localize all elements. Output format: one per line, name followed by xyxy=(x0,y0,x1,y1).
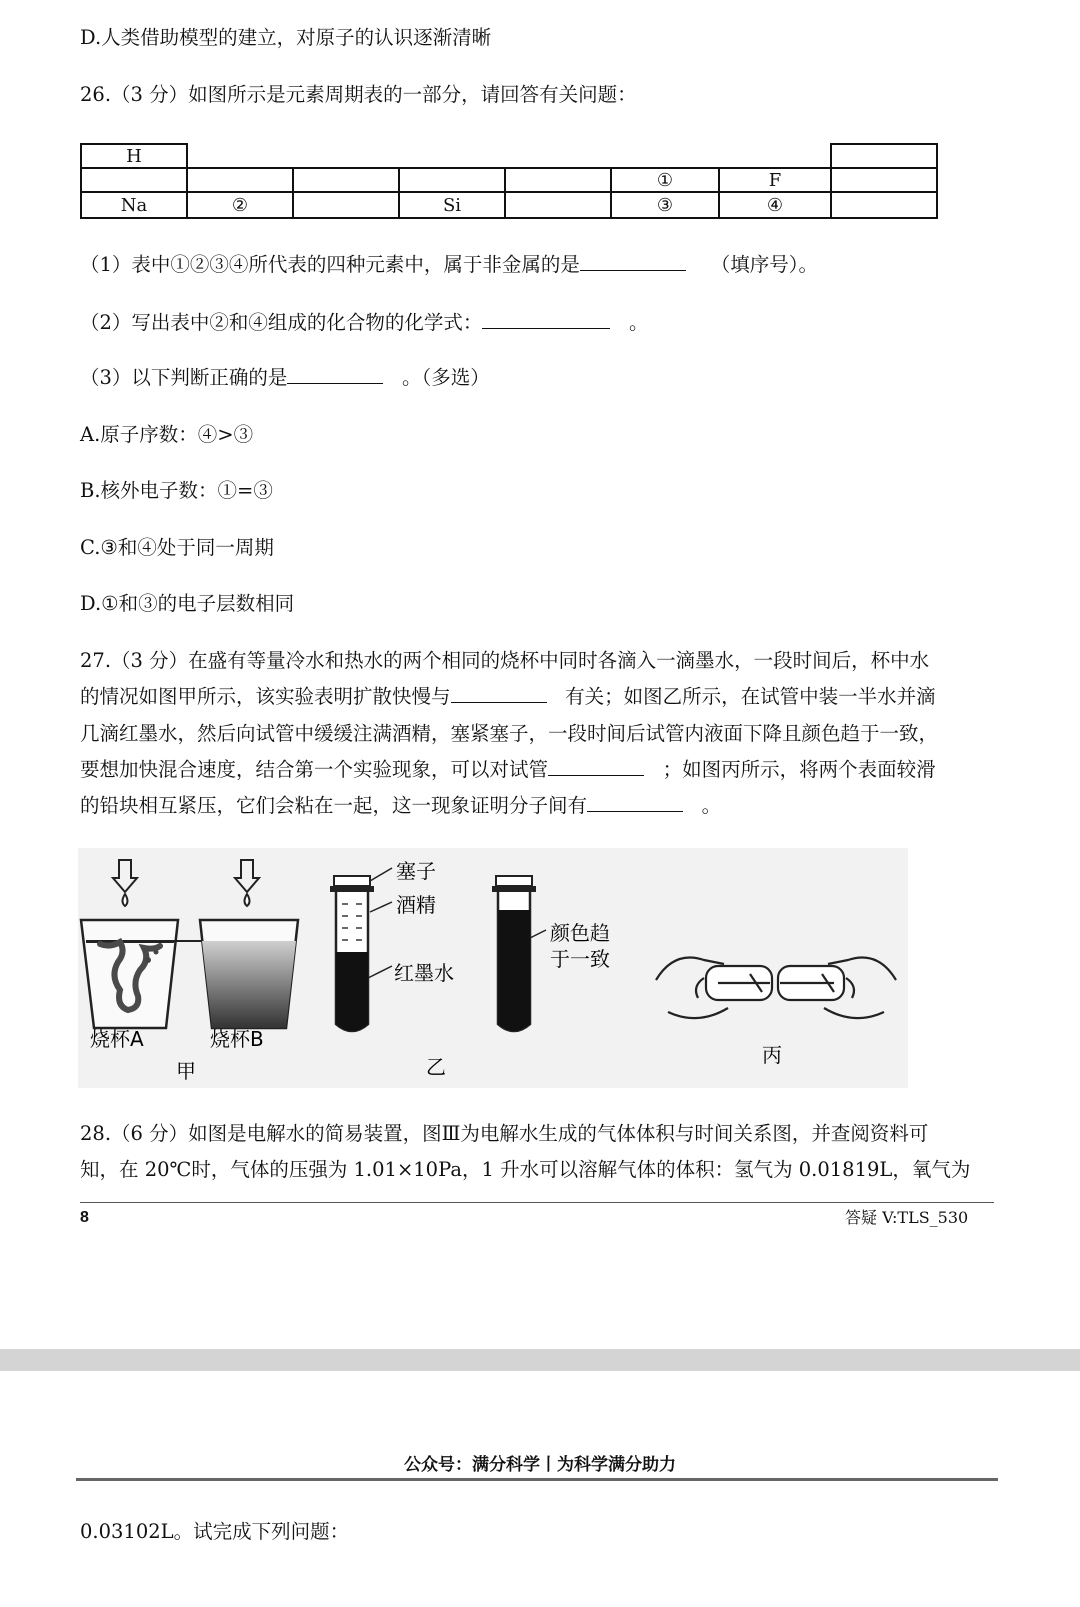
q27-line5 xyxy=(80,796,721,816)
answer-blank[interactable] xyxy=(451,701,547,703)
header-divider xyxy=(76,1478,998,1481)
table-cell xyxy=(830,143,938,169)
q26-stem: 26.（3 分）如图所示是元素周期表的一部分，请回答有关问题： xyxy=(80,83,637,106)
experiment-illustration xyxy=(78,848,908,1088)
alcohol-label: 酒精 xyxy=(396,893,436,917)
test-tube-mixing-icon xyxy=(330,868,392,1031)
table-cell: H xyxy=(80,143,188,169)
q25-option-d: D.人类借助模型的建立，对原子的认识逐渐清晰 xyxy=(80,26,492,49)
q26-sub1-text: （1）表中①②③④所代表的四种元素中，属于非金属的是 xyxy=(80,253,580,276)
page-break xyxy=(0,1349,1080,1371)
table-cell: F xyxy=(718,167,832,193)
table-cell xyxy=(504,191,612,219)
dropper-icon xyxy=(113,860,259,906)
table-cell xyxy=(504,167,612,193)
answer-blank[interactable] xyxy=(287,382,383,384)
answer-blank[interactable] xyxy=(580,269,686,271)
beaker-a-label: 烧杯A xyxy=(90,1027,144,1051)
table-cell: ① xyxy=(610,167,720,193)
uniform-label-1: 颜色趋 xyxy=(550,921,610,945)
q26-option-b: B.核外电子数：①=③ xyxy=(80,479,273,502)
q26-option-c: C.③和④处于同一周期 xyxy=(80,536,274,559)
beaker-a-icon xyxy=(81,920,178,1028)
q28-line1: 28.（6 分）如图是电解水的简易装置，图Ⅲ为电解水生成的气体体积与时间关系图，并查阅资料可 xyxy=(80,1122,929,1145)
q26-sub2-suffix: 。 xyxy=(629,311,649,334)
footer-contact: 答疑 V:TLS_530 xyxy=(845,1208,969,1227)
q26-sub2 xyxy=(80,313,649,333)
q26-sub2-text: （2）写出表中②和④组成的化合物的化学式： xyxy=(80,311,483,334)
beaker-b-icon xyxy=(200,920,298,1028)
figure-yi-label: 乙 xyxy=(426,1055,446,1079)
page-header: 公众号：满分科学丨为科学满分助力 xyxy=(404,1455,676,1475)
table-cell xyxy=(830,191,938,219)
figure-bing-label: 丙 xyxy=(762,1043,782,1067)
q26-option-a: A.原子序数：④>③ xyxy=(80,423,254,446)
table-cell xyxy=(292,191,400,219)
figure-jia-label: 甲 xyxy=(176,1059,196,1083)
answer-blank[interactable] xyxy=(587,810,683,812)
table-cell: ③ xyxy=(610,191,720,219)
answer-blank[interactable] xyxy=(548,774,644,776)
answer-blank[interactable] xyxy=(482,327,610,329)
red-ink-label: 红墨水 xyxy=(394,961,454,985)
table-cell xyxy=(830,167,938,193)
table-cell xyxy=(398,167,506,193)
q27-line4-text: 要想加快混合速度，结合第一个实验现象，可以对试管 xyxy=(80,758,549,781)
q26-sub3-text: （3）以下判断正确的是 xyxy=(80,366,288,389)
q27-line5-suffix: 。 xyxy=(701,794,722,817)
q27-line2-suffix: 有关；如图乙所示，在试管中装一半水并滴 xyxy=(565,685,936,708)
q28-line2: 知，在 20℃时，气体的压强为 1.01×10Pa，1 升水可以溶解气体的体积：氢气为 0.01819L，氧气为 xyxy=(80,1158,971,1181)
table-cell xyxy=(80,167,188,193)
q27-line2-text: 的情况如图甲所示，该实验表明扩散快慢与 xyxy=(80,685,451,708)
q27-line5-text: 的铅块相互紧压，它们会粘在一起，这一现象证明分子间有 xyxy=(80,794,588,817)
q27-line4-suffix: ；如图丙所示，将两个表面较滑 xyxy=(662,758,936,781)
table-cell: Na xyxy=(80,191,188,219)
q28-line3: 0.03102L。试完成下列问题： xyxy=(80,1520,350,1543)
page-number: 8 xyxy=(80,1209,89,1226)
lead-blocks-icon xyxy=(656,958,896,1019)
q27-line3: 几滴红墨水，然后向试管中缓缓注满酒精，塞紧塞子，一段时间后试管内液面下降且颜色趋于一致， xyxy=(80,722,939,745)
test-tube-uniform-icon xyxy=(492,876,546,1031)
q27-line1: 27.（3 分）在盛有等量冷水和热水的两个相同的烧杯中同时各滴入一滴墨水，一段时间后，杯中水 xyxy=(80,649,930,672)
uniform-label-2: 于一致 xyxy=(550,947,610,971)
table-cell xyxy=(292,167,400,193)
q26-sub1 xyxy=(80,255,818,275)
stopper-label: 塞子 xyxy=(396,859,436,883)
table-cell: ② xyxy=(186,191,294,219)
periodic-table xyxy=(80,143,940,221)
table-cell: ④ xyxy=(718,191,832,219)
q26-sub3-suffix: 。（多选） xyxy=(402,366,490,389)
q26-option-d: D.①和③的电子层数相同 xyxy=(80,592,295,615)
q26-sub3 xyxy=(80,368,490,388)
q27-line4 xyxy=(80,760,936,780)
table-cell xyxy=(186,167,294,193)
q27-figure xyxy=(78,848,908,1088)
beaker-b-label: 烧杯B xyxy=(210,1027,264,1051)
footer-divider xyxy=(80,1202,994,1203)
q26-sub1-suffix: （填序号）。 xyxy=(710,253,818,276)
q27-line2 xyxy=(80,687,936,707)
table-cell: Si xyxy=(398,191,506,219)
